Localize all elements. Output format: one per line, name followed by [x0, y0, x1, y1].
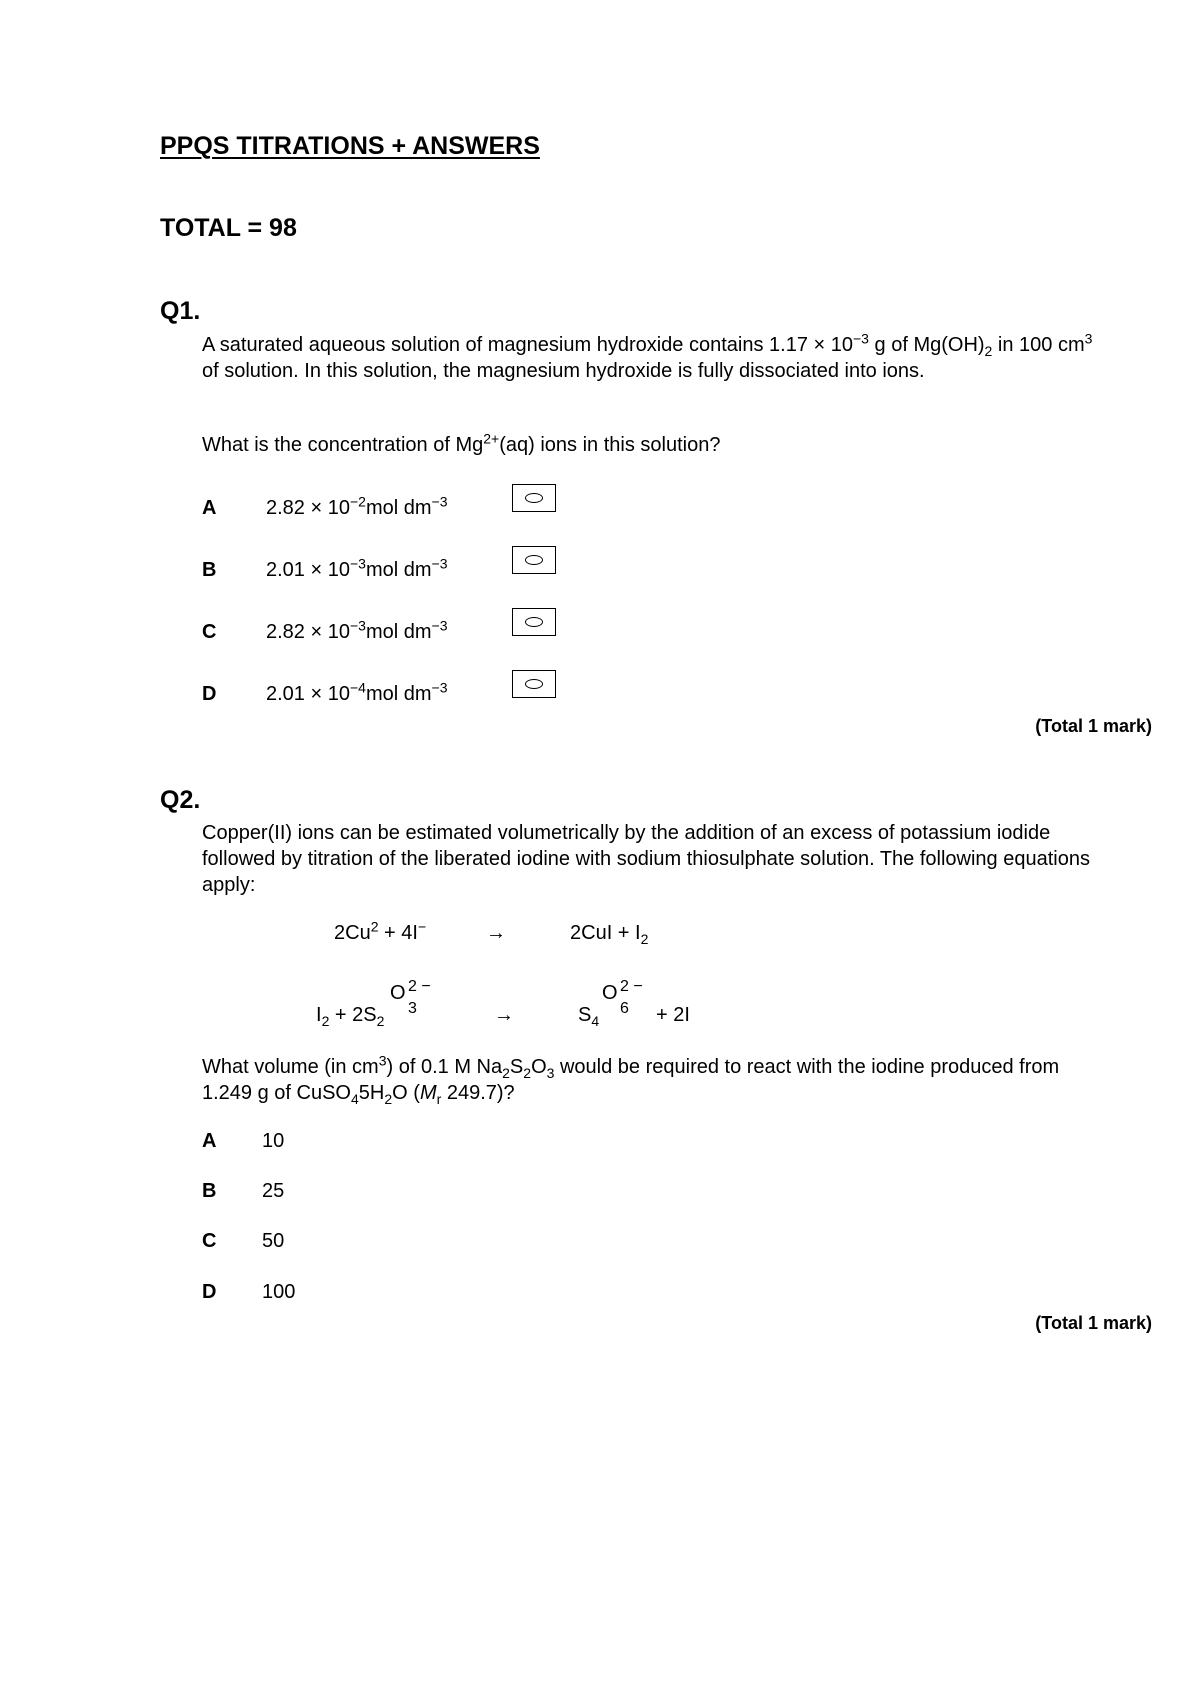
- question-1-prompt: What is the concentration of $Mg^{2+}(aq)$ ions in this solution?: [202, 430, 721, 456]
- bubble-icon: [525, 493, 543, 503]
- question-2-label: Q2.: [160, 786, 201, 814]
- equation-1-arrow: →: [486, 922, 506, 944]
- q2-option-a-letter: A: [202, 1130, 217, 1152]
- q1-option-d-text: $2.01 \times 10^{-4}mol$ $dm^{-3}$: [266, 679, 448, 705]
- q1-option-d-answer-box[interactable]: [512, 670, 556, 698]
- tetrathionate-charge: 2 −: [620, 978, 643, 995]
- q1-option-b-letter: B: [202, 559, 217, 581]
- q2-option-b-letter: B: [202, 1180, 217, 1202]
- q1-total-marks: (Total 1 mark): [1035, 716, 1152, 736]
- q2-total-marks: (Total 1 mark): [1035, 1313, 1152, 1333]
- total-marks: TOTAL = 98: [160, 214, 297, 242]
- q1-option-b-answer-box[interactable]: [512, 546, 556, 574]
- q2-option-c-text: 50: [262, 1230, 285, 1252]
- document-title: PPQS TITRATIONS + ANSWERS: [160, 132, 540, 160]
- tetrathionate-oxygen: O: [602, 982, 618, 1004]
- tetrathionate-subscript: 6: [620, 1000, 629, 1017]
- q2-option-d-letter: D: [202, 1281, 217, 1303]
- q2-option-d-text: 100: [262, 1281, 296, 1303]
- thiosulphate-subscript: 3: [408, 1000, 417, 1017]
- q1-option-d-letter: D: [202, 683, 217, 705]
- equation-2-arrow: →: [494, 1004, 514, 1026]
- q1-option-c-letter: C: [202, 621, 217, 643]
- q1-option-c-answer-box[interactable]: [512, 608, 556, 636]
- question-1-label: Q1.: [160, 297, 201, 325]
- q2-option-b-text: 25: [262, 1180, 285, 1202]
- equation-2-lhs: $I_2 + 2S_2$: [316, 1004, 385, 1029]
- q1-option-b-text: $2.01 \times 10^{-3}mol$ $dm^{-3}$: [266, 555, 448, 581]
- question-2-prompt: What volume (in $cm^3$) of 0.1 M $Na_2S_2O_3$ would be required to react with the iodine produced from 1.249 g of $CuSO_45H_2O$ ($M_r$ 249.7)?: [202, 1052, 1060, 1107]
- q1-option-c-text: $2.82 \times 10^{-3}mol$ $dm^{-3}$: [266, 617, 448, 643]
- bubble-icon: [525, 617, 543, 627]
- bubble-icon: [525, 555, 543, 565]
- equation-2-rhs-tail: + 2I: [656, 1004, 690, 1026]
- q1-option-a-answer-box[interactable]: [512, 484, 556, 512]
- q1-option-a-letter: A: [202, 497, 217, 519]
- question-1-intro: A saturated aqueous solution of magnesium hydroxide contains $1.17 \times 10^{-3}$ g of $Mg(OH)_2$ in 100 $cm^3$ of solution. In this solution, the magnesium hydroxide is fully dissociated into ions.: [202, 330, 1093, 382]
- q1-option-a-text: $2.82 \times 10^{-2}mol$ $dm^{-3}$: [266, 493, 448, 519]
- bubble-icon: [525, 679, 543, 689]
- thiosulphate-charge: 2 −: [408, 978, 431, 995]
- thiosulphate-oxygen: O: [390, 982, 406, 1004]
- q2-option-c-letter: C: [202, 1230, 217, 1252]
- equation-2-rhs-s: $S_4$: [578, 1004, 600, 1029]
- q2-option-a-text: 10: [262, 1130, 285, 1152]
- equation-1-lhs: $2Cu^2 + 4I^-$: [334, 918, 427, 944]
- question-2-intro: Copper(II) ions can be estimated volumetrically by the addition of an excess of potassium iodide followed by titration of the liberated iodine with sodium thiosulphate solution. The following equations apply:: [202, 822, 1090, 896]
- equation-1-rhs: $2CuI + I_2$: [570, 922, 649, 947]
